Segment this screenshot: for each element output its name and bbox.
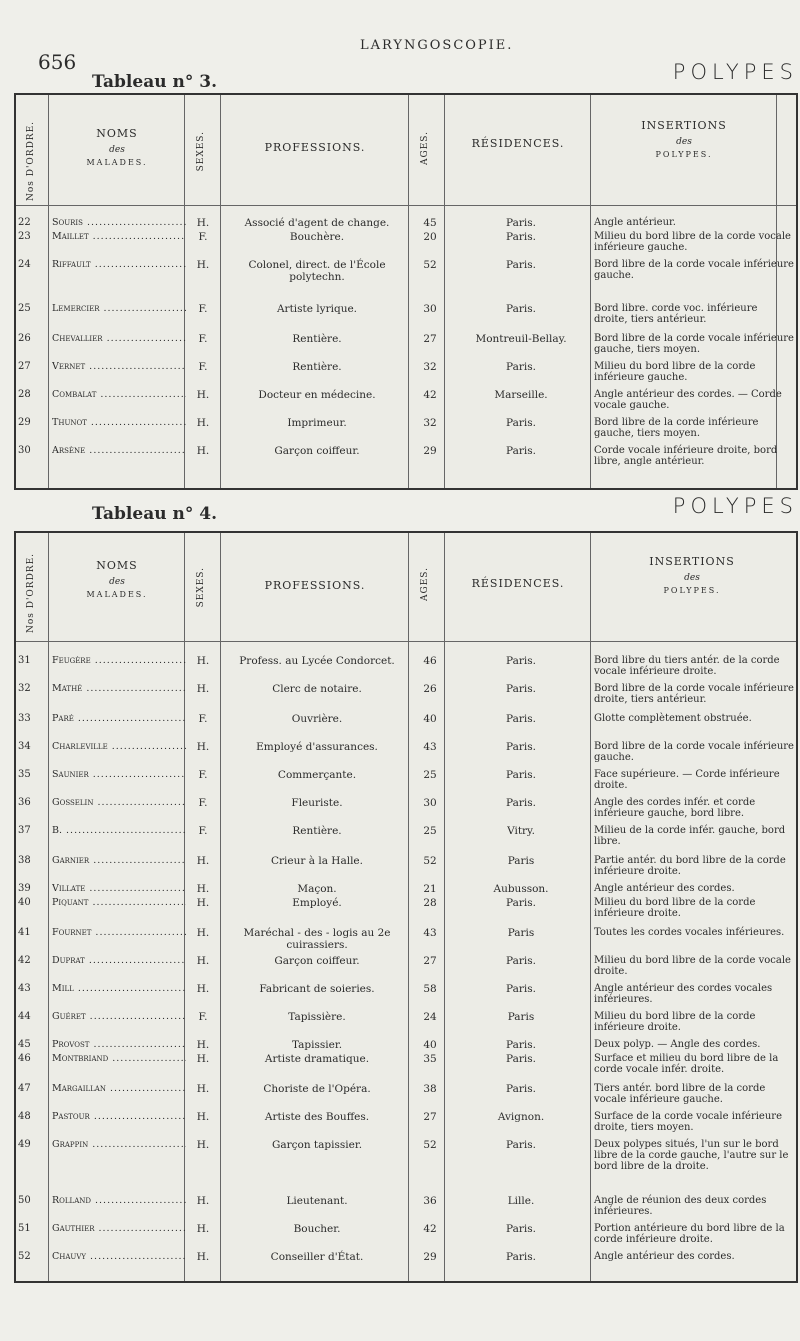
patient-age: 27	[423, 1111, 437, 1123]
patient-residence: Paris.	[506, 417, 536, 429]
patient-residence: Paris.	[506, 231, 536, 243]
patient-sex: H.	[196, 955, 210, 967]
patient-residence: Paris.	[506, 897, 536, 909]
polyp-insertion: Angle antérieur.	[594, 217, 676, 228]
patient-age: 45	[423, 217, 437, 229]
col-header-professions: PROFESSIONS.	[264, 141, 366, 154]
row-number: 26	[18, 333, 31, 344]
patient-profession: Boucher.	[293, 1223, 341, 1235]
patient-sex: H.	[196, 983, 210, 995]
row-number: 45	[18, 1039, 31, 1050]
row-number: 43	[18, 983, 31, 994]
patient-name: Lemercier .....	[52, 303, 186, 314]
table4-title: Tableau n° 4.	[92, 504, 218, 524]
patient-sex: F.	[198, 797, 208, 809]
patient-sex: H.	[196, 1251, 210, 1263]
patient-age: 43	[423, 927, 437, 939]
patient-name: Souris .....	[52, 217, 186, 228]
patient-sex: H.	[196, 445, 210, 457]
patient-profession: Employé.	[292, 897, 342, 909]
patient-name: Piquant .....	[52, 897, 186, 908]
patient-age: 35	[423, 1053, 437, 1065]
row-number: 31	[18, 655, 31, 666]
patient-sex: H.	[196, 1139, 210, 1151]
patient-sex: F.	[198, 361, 208, 373]
polyp-insertion: Partie antér. du bord libre de la corde inférieure droite.	[594, 855, 786, 878]
table4	[14, 531, 798, 1283]
patient-profession: Ouvrière.	[291, 713, 343, 725]
row-number: 27	[18, 361, 31, 372]
patient-name: Chauvy .....	[52, 1251, 186, 1262]
patient-age: 20	[423, 231, 437, 243]
row-number: 42	[18, 955, 31, 966]
patient-name: Margaillan .....	[52, 1083, 186, 1094]
patient-age: 24	[423, 1011, 437, 1023]
patient-sex: F.	[198, 713, 208, 725]
polyp-insertion: Surface et milieu du bord libre de la corde vocale infér. droite.	[594, 1053, 779, 1076]
patient-name: Montbriand .....	[52, 1053, 186, 1064]
row-number: 38	[18, 855, 31, 866]
patient-profession: Fabricant de soieries.	[259, 983, 375, 995]
table4-category: POLYPES	[672, 494, 798, 518]
patient-residence: Paris.	[506, 1223, 536, 1235]
row-number: 36	[18, 797, 31, 808]
patient-age: 36	[423, 1195, 437, 1207]
polyp-insertion: Bord libre. corde voc. inférieure droite, tiers antérieur.	[594, 303, 758, 326]
polyp-insertion: Bord libre de la corde vocale inférieure gauche.	[594, 741, 794, 764]
patient-name: Garnier .....	[52, 855, 186, 866]
patient-sex: F.	[198, 231, 208, 243]
polyp-insertion: Angle antérieur des cordes.	[594, 883, 735, 894]
patient-residence: Paris.	[506, 259, 536, 271]
page-number: 656	[38, 50, 77, 74]
patient-residence: Paris.	[506, 1053, 536, 1065]
patient-name: Vernet .....	[52, 361, 186, 372]
patient-residence: Paris.	[506, 361, 536, 373]
row-number: 50	[18, 1195, 31, 1206]
col-header-ages: AGES.	[420, 131, 430, 165]
patient-age: 32	[423, 361, 437, 373]
polyp-insertion: Angle antérieur des cordes. — Corde vocale gauche.	[594, 389, 782, 412]
polyp-insertion: Milieu du bord libre de la corde vocale droite.	[594, 955, 791, 978]
patient-name: Duprat .....	[52, 955, 186, 966]
row-number: 52	[18, 1251, 31, 1262]
patient-age: 28	[423, 897, 437, 909]
patient-age: 27	[423, 333, 437, 345]
polyp-insertion: Milieu du bord libre de la corde vocale inférieure gauche.	[594, 231, 791, 254]
patient-profession: Garçon tapissier.	[271, 1139, 363, 1151]
patient-profession: Commerçante.	[277, 769, 357, 781]
patient-profession: Rentière.	[292, 361, 342, 373]
patient-sex: H.	[196, 741, 210, 753]
patient-residence: Paris.	[506, 797, 536, 809]
col-header-residences: RÉSIDENCES.	[471, 137, 565, 150]
row-number: 34	[18, 741, 31, 752]
patient-profession: Imprimeur.	[287, 417, 347, 429]
patient-age: 58	[423, 983, 437, 995]
patient-profession: Employé d'assurances.	[256, 741, 378, 753]
patient-age: 30	[423, 797, 437, 809]
col-header-names: NOMS des MALADES.	[86, 559, 148, 599]
table3	[14, 93, 798, 490]
row-number: 48	[18, 1111, 31, 1122]
row-number: 35	[18, 769, 31, 780]
patient-profession: Colonel, direct. de l'École polytechn.	[248, 259, 386, 284]
patient-age: 38	[423, 1083, 437, 1095]
patient-name: Mathé .....	[52, 683, 186, 694]
patient-name: Thunot .....	[52, 417, 186, 428]
patient-profession: Profess. au Lycée Condorcet.	[239, 655, 395, 667]
patient-sex: H.	[196, 259, 210, 271]
patient-age: 25	[423, 825, 437, 837]
row-number: 39	[18, 883, 31, 894]
row-number: 47	[18, 1083, 31, 1094]
patient-name: Provost .....	[52, 1039, 186, 1050]
patient-residence: Marseille.	[494, 389, 548, 401]
patient-profession: Docteur en médecine.	[258, 389, 376, 401]
patient-residence: Paris.	[506, 217, 536, 229]
row-number: 41	[18, 927, 31, 938]
patient-residence: Paris.	[506, 1083, 536, 1095]
patient-sex: H.	[196, 655, 210, 667]
patient-profession: Garçon coiffeur.	[274, 955, 360, 967]
patient-age: 42	[423, 389, 437, 401]
patient-sex: H.	[196, 389, 210, 401]
row-number: 30	[18, 445, 31, 456]
row-number: 37	[18, 825, 31, 836]
patient-profession: Fleuriste.	[291, 797, 343, 809]
patient-name: Maillet .....	[52, 231, 186, 242]
col-header-num: Nos D'ORDRE.	[26, 553, 36, 634]
polyp-insertion: Bord libre de la corde inférieure gauche, tiers moyen.	[594, 417, 759, 440]
patient-residence: Paris.	[506, 655, 536, 667]
row-number: 44	[18, 1011, 31, 1022]
patient-sex: H.	[196, 855, 210, 867]
polyp-insertion: Milieu du bord libre de la corde inférieure droite.	[594, 897, 756, 920]
patient-residence: Paris.	[506, 445, 536, 457]
patient-profession: Associé d'agent de change.	[244, 217, 390, 229]
patient-name: Villate .....	[52, 883, 186, 894]
patient-profession: Conseiller d'État.	[270, 1251, 364, 1263]
patient-age: 21	[423, 883, 437, 895]
polyp-insertion: Angle antérieur des cordes vocales inférieures.	[594, 983, 773, 1006]
polyp-insertion: Portion antérieure du bord libre de la corde inférieure droite.	[594, 1223, 785, 1246]
patient-residence: Lille.	[507, 1195, 535, 1207]
patient-sex: H.	[196, 1195, 210, 1207]
patient-sex: H.	[196, 927, 210, 939]
patient-sex: H.	[196, 1083, 210, 1095]
patient-name: Guéret .....	[52, 1011, 186, 1022]
patient-age: 29	[423, 1251, 437, 1263]
patient-residence: Vitry.	[507, 825, 535, 837]
patient-sex: H.	[196, 883, 210, 895]
patient-profession: Tapissier.	[291, 1039, 343, 1051]
col-header-insertions: INSERTIONS des POLYPES.	[641, 119, 727, 159]
patient-residence: Paris.	[506, 769, 536, 781]
polyp-insertion: Bord libre de la corde vocale inférieure droite, tiers antérieur.	[594, 683, 794, 706]
patient-sex: H.	[196, 1039, 210, 1051]
row-number: 25	[18, 303, 31, 314]
patient-sex: F.	[198, 1011, 208, 1023]
polyp-insertion: Angle antérieur des cordes.	[594, 1251, 735, 1262]
row-number: 51	[18, 1223, 31, 1234]
polyp-insertion: Bord libre de la corde vocale inférieure gauche.	[594, 259, 794, 282]
patient-name: Gosselin .....	[52, 797, 186, 808]
patient-name: Chevallier .....	[52, 333, 186, 344]
row-number: 22	[18, 217, 31, 228]
row-number: 49	[18, 1139, 31, 1150]
row-number: 46	[18, 1053, 31, 1064]
patient-name: Combalat .....	[52, 389, 186, 400]
patient-residence: Paris.	[506, 741, 536, 753]
patient-name: Arsène .....	[52, 445, 186, 456]
patient-residence: Montreuil-Bellay.	[475, 333, 567, 345]
polyp-insertion: Milieu du bord libre de la corde inférieure gauche.	[594, 361, 756, 384]
col-header-sexes: SEXES.	[196, 567, 206, 608]
patient-sex: F.	[198, 333, 208, 345]
patient-profession: Artiste des Bouffes.	[264, 1111, 370, 1123]
polyp-insertion: Bord libre de la corde vocale inférieure gauche, tiers moyen.	[594, 333, 794, 356]
patient-age: 52	[423, 259, 437, 271]
row-number: 40	[18, 897, 31, 908]
polyp-insertion: Bord libre du tiers antér. de la corde vocale inférieure droite.	[594, 655, 780, 678]
patient-residence: Paris.	[506, 1039, 536, 1051]
polyp-insertion: Angle de réunion des deux cordes inférieures.	[594, 1195, 767, 1218]
patient-profession: Artiste dramatique.	[264, 1053, 370, 1065]
patient-name: Riffault .....	[52, 259, 186, 270]
patient-sex: H.	[196, 897, 210, 909]
patient-sex: H.	[196, 683, 210, 695]
patient-age: 29	[423, 445, 437, 457]
polyp-insertion: Glotte complètement obstruée.	[594, 713, 752, 724]
polyp-insertion: Angle des cordes infér. et corde inférieure gauche, bord libre.	[594, 797, 756, 820]
patient-age: 26	[423, 683, 437, 695]
patient-sex: H.	[196, 417, 210, 429]
patient-residence: Paris.	[506, 303, 536, 315]
polyp-insertion: Deux polyp. — Angle des cordes.	[594, 1039, 761, 1050]
patient-sex: F.	[198, 825, 208, 837]
patient-name: Saunier .....	[52, 769, 186, 780]
col-header-insertions: INSERTIONS des POLYPES.	[649, 555, 735, 595]
patient-age: 52	[423, 855, 437, 867]
row-number: 28	[18, 389, 31, 400]
patient-sex: H.	[196, 1111, 210, 1123]
polyp-insertion: Corde vocale inférieure droite, bord libre, angle antérieur.	[594, 445, 778, 468]
polyp-insertion: Tiers antér. bord libre de la corde vocale inférieure gauche.	[594, 1083, 766, 1106]
patient-residence: Paris.	[506, 1139, 536, 1151]
patient-sex: H.	[196, 1053, 210, 1065]
polyp-insertion: Surface de la corde vocale inférieure droite, tiers moyen.	[594, 1111, 782, 1134]
patient-residence: Paris.	[506, 983, 536, 995]
patient-profession: Rentière.	[292, 825, 342, 837]
patient-age: 52	[423, 1139, 437, 1151]
col-header-num: Nos D'ORDRE.	[26, 121, 36, 202]
running-head: LARYNGOSCOPIE.	[360, 38, 514, 53]
polyp-insertion: Face supérieure. — Corde inférieure droite.	[594, 769, 780, 792]
patient-age: 30	[423, 303, 437, 315]
patient-name: Grappin .....	[52, 1139, 186, 1150]
row-number: 32	[18, 683, 31, 694]
row-number: 23	[18, 231, 31, 242]
col-header-names: NOMS des MALADES.	[86, 127, 148, 167]
row-number: 33	[18, 713, 31, 724]
patient-age: 46	[423, 655, 437, 667]
patient-profession: Clerc de notaire.	[272, 683, 362, 695]
row-number: 24	[18, 259, 31, 270]
patient-name: Pastour .....	[52, 1111, 186, 1122]
patient-profession: Lieutenant.	[286, 1195, 348, 1207]
patient-name: B. .....	[52, 825, 186, 836]
col-header-ages: AGES.	[420, 567, 430, 601]
polyp-insertion: Milieu de la corde infér. gauche, bord libre.	[594, 825, 786, 848]
polyp-insertion: Milieu du bord libre de la corde inférieure droite.	[594, 1011, 756, 1034]
patient-residence: Paris	[507, 855, 535, 867]
patient-age: 40	[423, 1039, 437, 1051]
patient-name: Mill .....	[52, 983, 186, 994]
patient-residence: Paris.	[506, 955, 536, 967]
row-number: 29	[18, 417, 31, 428]
patient-profession: Maçon.	[297, 883, 337, 895]
patient-age: 27	[423, 955, 437, 967]
col-header-professions: PROFESSIONS.	[264, 579, 366, 592]
patient-profession: Artiste lyrique.	[276, 303, 358, 315]
patient-profession: Choriste de l'Opéra.	[263, 1083, 371, 1095]
patient-profession: Crieur à la Halle.	[271, 855, 363, 867]
table3-title: Tableau n° 3.	[92, 72, 218, 92]
patient-residence: Aubusson.	[493, 883, 549, 895]
polyp-insertion: Toutes les cordes vocales inférieures.	[594, 927, 785, 938]
polyp-insertion: Deux polypes situés, l'un sur le bord libre de la corde gauche, l'autre sur le bord libre de la droite.	[594, 1139, 789, 1173]
patient-residence: Avignon.	[497, 1111, 545, 1123]
patient-age: 32	[423, 417, 437, 429]
patient-name: Feugère .....	[52, 655, 186, 666]
patient-name: Gauthier .....	[52, 1223, 186, 1234]
patient-residence: Paris.	[506, 1251, 536, 1263]
patient-profession: Garçon coiffeur.	[274, 445, 360, 457]
patient-name: Rolland .....	[52, 1195, 186, 1206]
patient-name: Fournet .....	[52, 927, 186, 938]
patient-residence: Paris.	[506, 683, 536, 695]
patient-residence: Paris	[507, 1011, 535, 1023]
patient-residence: Paris	[507, 927, 535, 939]
patient-sex: H.	[196, 1223, 210, 1235]
patient-age: 25	[423, 769, 437, 781]
patient-profession: Tapissière.	[288, 1011, 346, 1023]
patient-sex: F.	[198, 303, 208, 315]
patient-profession: Rentière.	[292, 333, 342, 345]
patient-sex: H.	[196, 217, 210, 229]
patient-name: Paré .....	[52, 713, 186, 724]
patient-name: Charleville .....	[52, 741, 186, 752]
patient-age: 40	[423, 713, 437, 725]
patient-sex: F.	[198, 769, 208, 781]
patient-age: 43	[423, 741, 437, 753]
table3-category: POLYPES	[672, 60, 798, 84]
col-header-sexes: SEXES.	[196, 131, 206, 172]
patient-residence: Paris.	[506, 713, 536, 725]
patient-profession: Maréchal - des - logis au 2e cuirassiers.	[243, 927, 391, 952]
patient-age: 42	[423, 1223, 437, 1235]
patient-profession: Bouchère.	[289, 231, 345, 243]
col-header-residences: RÉSIDENCES.	[471, 577, 565, 590]
